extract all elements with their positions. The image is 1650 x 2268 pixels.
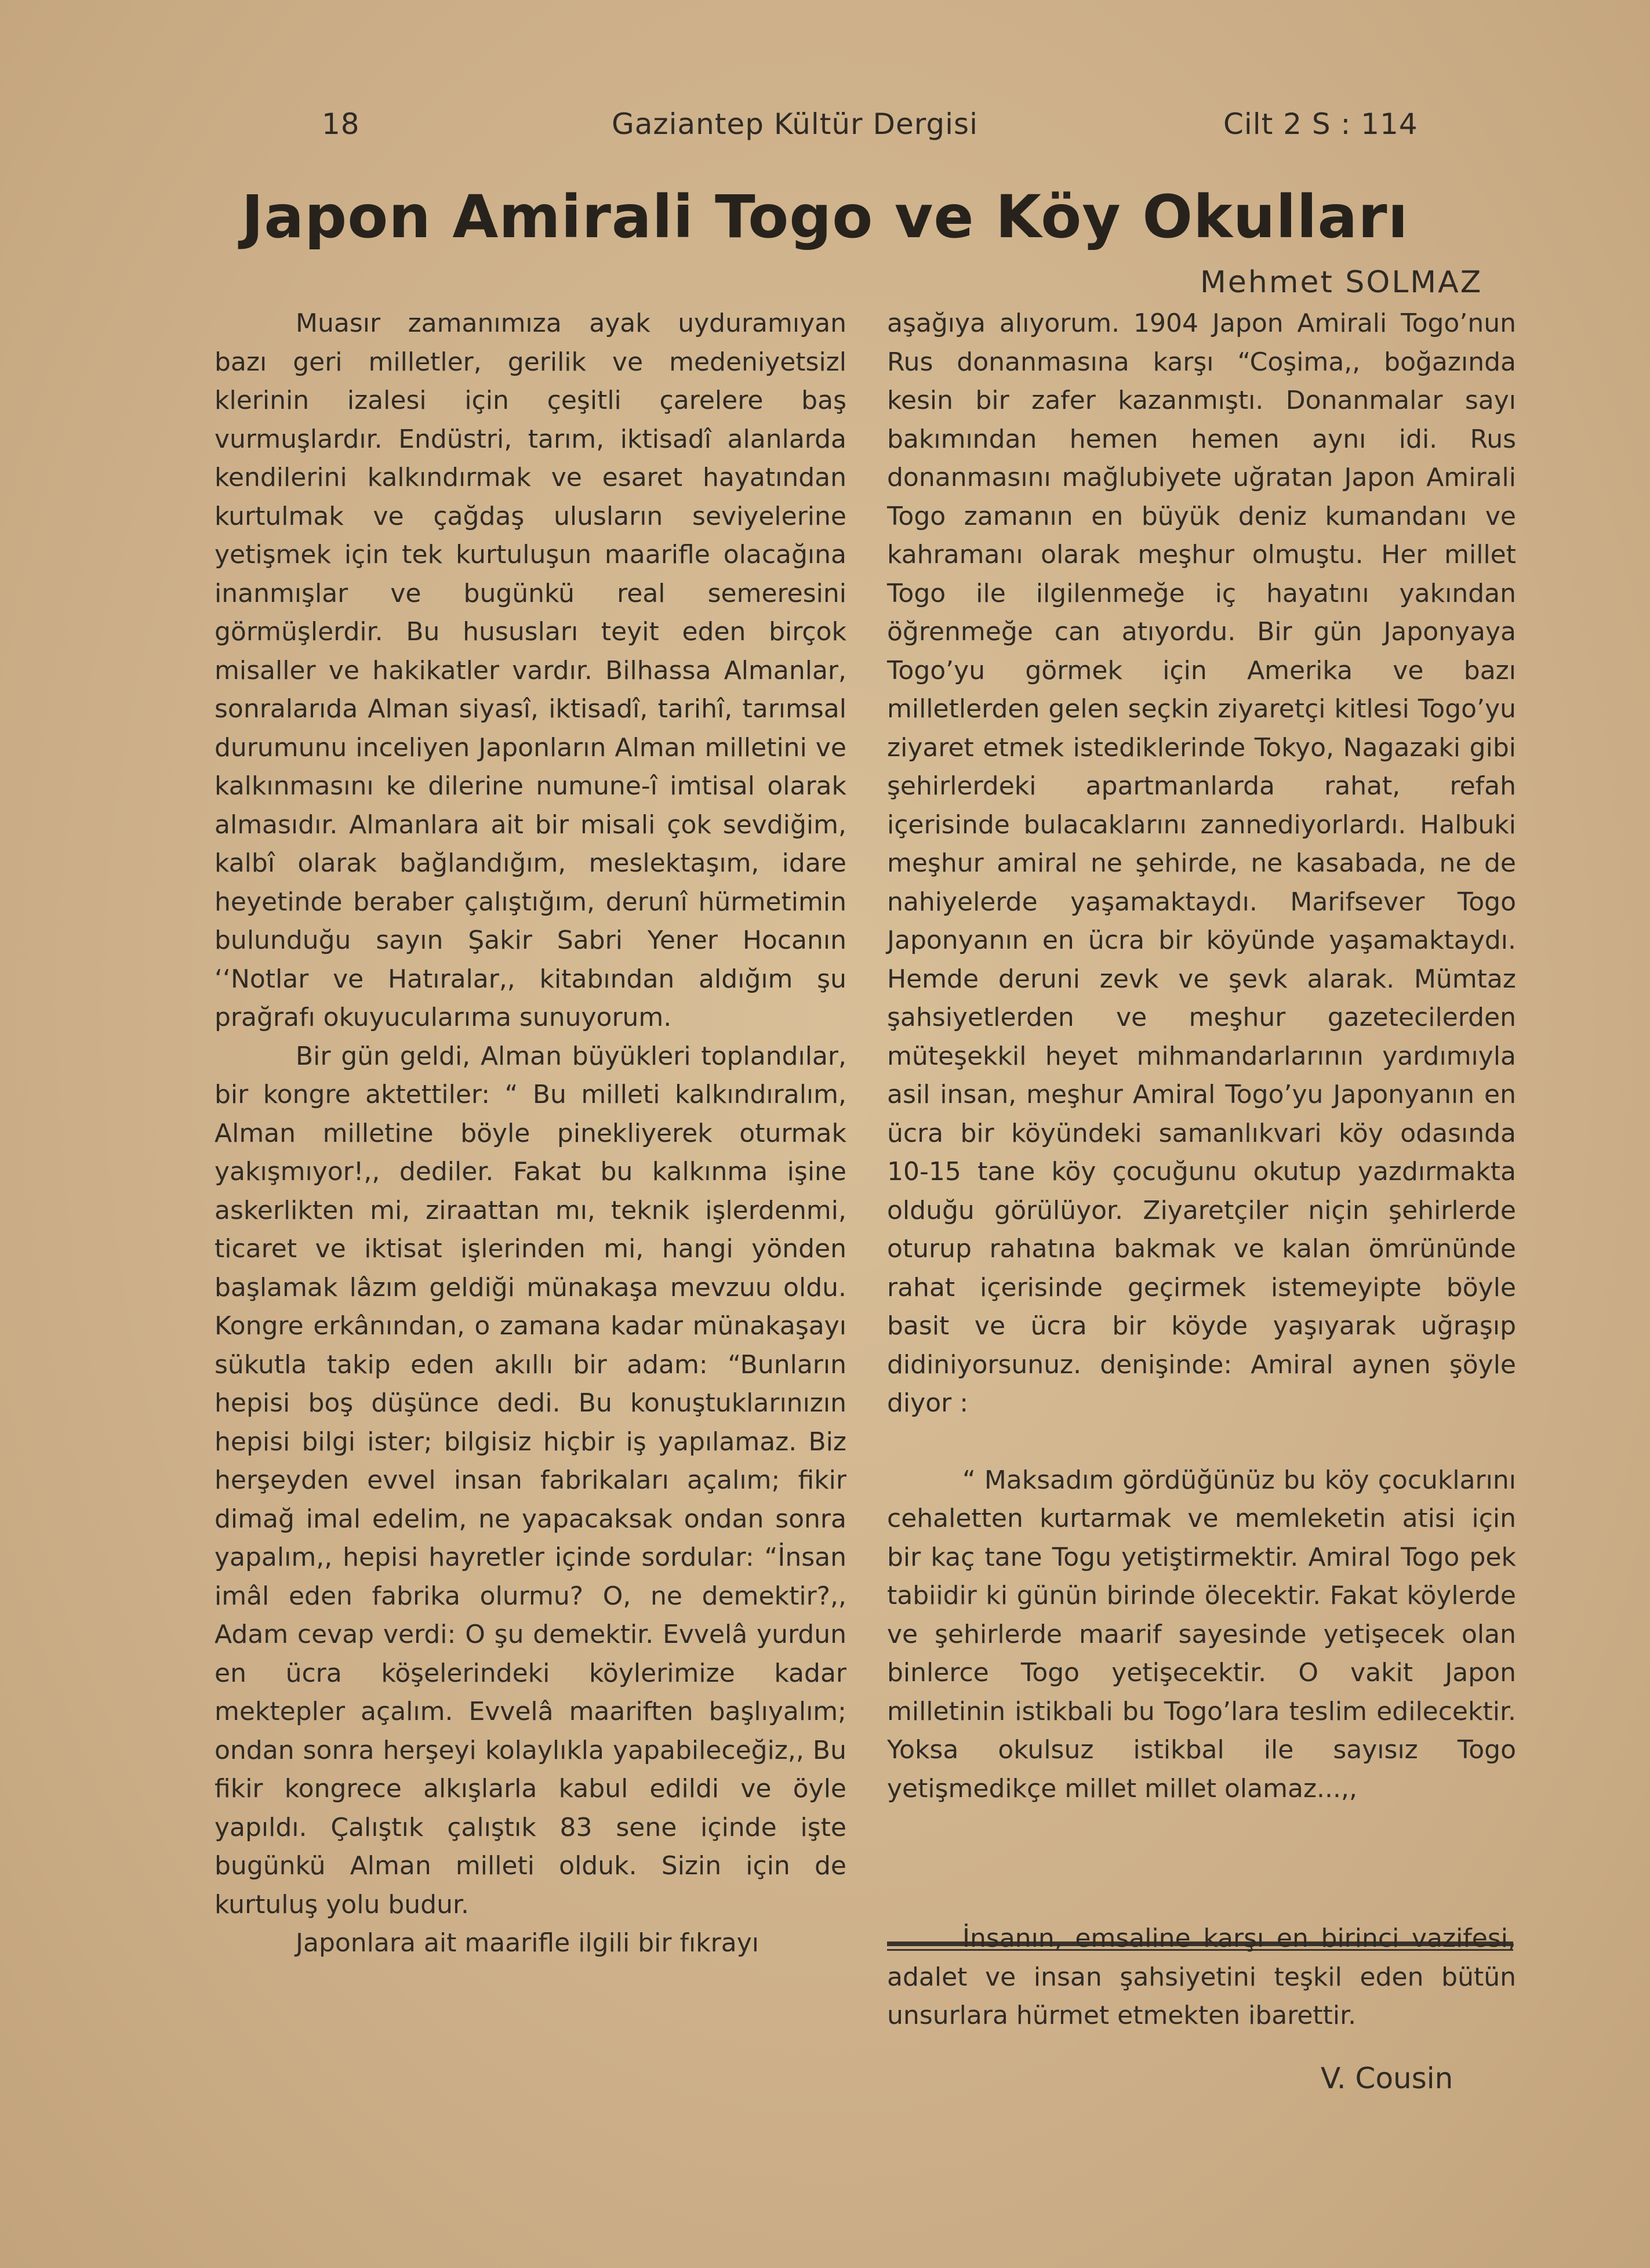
maxim-source: V. Cousin xyxy=(1321,2062,1453,2095)
journal-name: Gaziantep Kültür Dergisi xyxy=(612,107,978,141)
paragraph: Japonlara ait maarifle ilgili bir fıkrayı xyxy=(296,1928,759,1958)
paragraph: aşağıya alıyorum. 1904 Japon Amirali Togo’nun Rus donanmasına karşı “Coşima,, boğazında kesin bir zafer kazanmıştı. Donanmalar sayı bakımından hemen hemen aynı idi. Rus donanmasını mağlubiyete uğratan Japon Amirali Togo zamanın en büyük deniz kumandanı ve kahramanı olarak meşhur olmuştu. Her millet Togo ile ilgilenmeğe iç hayatını yakından öğrenmeğe can atıyordu. Bir gün Japonyaya Togo’yu görmek için Amerika ve bazı milletlerden gelen seçkin ziyaretçi kitlesi Togo’yu ziyaret etmek istediklerinde Tokyo, Nagazaki gibi şehirlerdeki apartmanlarda rahat, refah içerisinde bulacaklarını zannediyorlardı. Halbuki meşhur amiral ne şehirde, ne kasabada, ne de nahiyelerde yaşamaktaydı. Marifsever Togo Japonyanın en ücra bir köyünde yaşamaktaydı. Hemde deruni zevk ve şevk alarak. Mümtaz şahsiyetlerden ve meşhur gazetecilerden müteşekkil heyet mihmandarlarının yardımıyla asil insan, meşhur Amiral Togo’yu Japonyanın en ücra bir köyündeki samanlıkvari köy odasında 10-15 tane köy çocuğunu okutup yazdırmakta olduğu görülüyor. Ziyaretçiler niçin şehirlerde oturup rahatına bakmak ve kalan ömrününde rahat içerisinde geçirmek istemeyipte böyle basit ve ücra bir köyde yaşıyarak uğraşıp didiniyorsunuz. denişinde: Amiral aynen şöyle diyor : xyxy=(887,309,1516,1418)
volume-issue: Cilt 2 S : 114 xyxy=(1223,107,1418,141)
admiral-quote: “ Maksadım gördüğünüz bu köy çocuklarını cehaletten kurtarmak ve memleketin atisi için bir kaç tane Togu yetiştirmektir. Amiral Togo pek tabiidir ki günün birinde ölecektir. Fakat köylerde ve şehirlerde maarif sayesinde yetişecek olan binlerce Togo yetişecektir. O vakit Japon milletinin istikbali bu Togo’lara teslim edilecektir. Yoksa okulsuz istikbal ile sayısız Togo yetişmedikçe millet millet olamaz...,, xyxy=(887,1465,1516,1803)
paragraph: Muasır zamanımıza ayak uyduramıyan bazı geri milletler, gerilik ve medeniyetsizl klerinin izalesi için çeşitli çarelere baş vurmuşlardır. Endüstri, tarım, iktisadî alanlarda kendilerini kalkındırmak ve esaret hayatından kurtulmak ve çağdaş ulusların seviyelerine yetişmek için tek kurtuluşun maarifle olacağına inanmışlar ve bugünkü real semeresini görmüşlerdir. Bu hususları teyit eden birçok misaller ve hakikatler vardır. Bilhassa Almanlar, sonralarıda Alman siyasî, iktisadî, tarihî, tarımsal durumunu inceliyen Japonların Alman milletini ve kalkınmasını ke dilerine numune-î imtisal olarak almasıdır. Almanlara ait bir misali çok sevdiğim, kalbî olarak bağlandığım, meslektaşım, idare heyetinde beraber çalıştığım, derunî hürmetimin bulunduğu sayın Şakir Sabri Yener Hocanın ‘‘Notlar ve Hatıralar,, kitabından aldığım şu prağrafı okuyucularıma sunuyorum. xyxy=(215,309,846,1032)
maxim-text: İnsanın, emsaline karşı en birinci vazifesi, adalet ve insan şahsiyetini teşkil eden bütün unsurlara hürmet etmekten ibarettir. xyxy=(887,1924,1516,2030)
left-column xyxy=(215,304,846,1963)
article-author: Mehmet SOLMAZ xyxy=(1200,265,1483,300)
maxim-block xyxy=(887,1919,1516,2035)
article-title: Japon Amirali Togo ve Köy Okulları xyxy=(241,183,1409,252)
page-number: 18 xyxy=(322,107,360,141)
paragraph: Bir gün geldi, Alman büyükleri toplandılar, bir kongre aktettiler: “ Bu milleti kalkındıralım, Alman milletine böyle pinekliyerek oturmak yakışmıyor!,, dediler. Fakat bu kalkınma işine askerlikten mi, ziraattan mı, teknik işlerdenmi, ticaret ve iktisat işlerinden mi, hangi yönden başlamak lâzım geldiği münakaşa mevzuu oldu. Kongre erkânından, o zamana kadar münakaşayı sükutla takip eden akıllı bir adam: “Bunların hepisi boş düşünce dedi. Bu konuştuklarınızın hepisi bilgi ister; bilgisiz hiçbir iş yapılamaz. Biz herşeyden evvel insan fabrikaları açalım; fikir dimağ imal edelim, ne yapacaksak ondan sonra yapalım,, hepisi hayretler içinde sordular: “İnsan imâl eden fabrika olurmu? O, ne demektir?,, Adam cevap verdi: O şu demektir. Evvelâ yurdun en ücra köşelerindeki köylerimize kadar mektepler açalım. Evvelâ maariften başlıyalım; ondan sonra herşeyi kolaylıkla yapabileceğiz,, Bu fikir kongrece alkışlarla kabul edildi ve öyle yapıldı. Çalıştık çalıştık 83 sene içinde işte bugünkü Alman milleti olduk. Sizin için de kurtuluş yolu budur. xyxy=(215,1041,846,1919)
right-column xyxy=(887,304,1516,1808)
